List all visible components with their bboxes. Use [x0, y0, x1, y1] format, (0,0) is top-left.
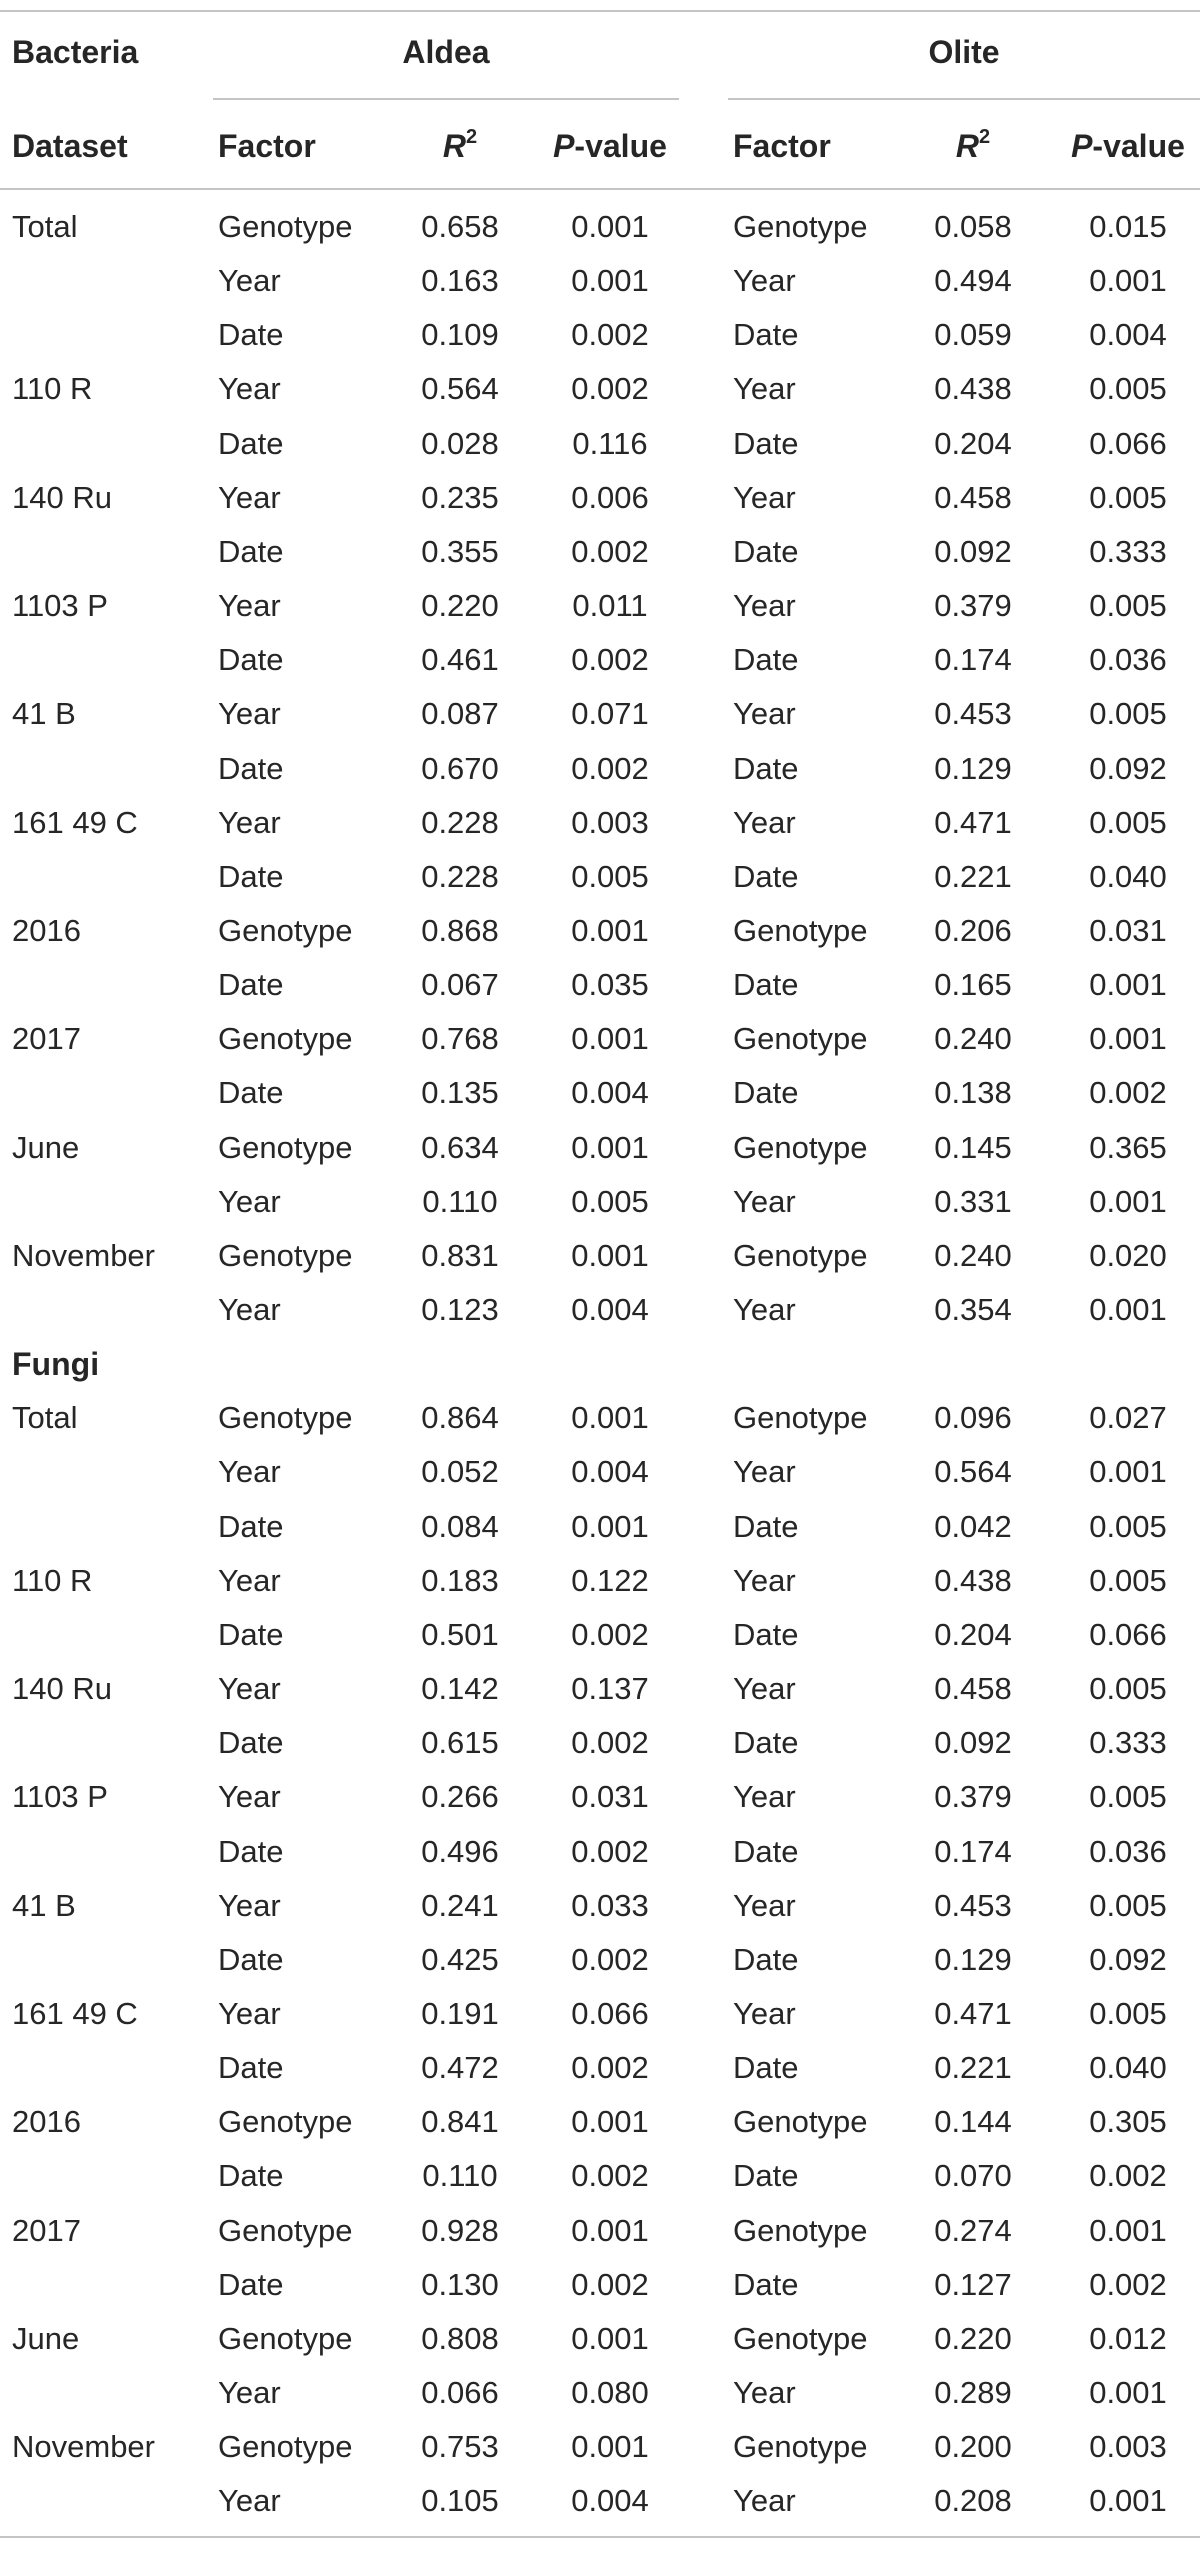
olite-pvalue-header	[1048, 126, 1200, 166]
olite-r2-cell: 0.145	[934, 1129, 1012, 1165]
dataset-cell: 41 B	[12, 696, 76, 732]
aldea-pvalue-cell: 0.004	[571, 1075, 649, 1111]
dataset-cell: 2017	[12, 2212, 81, 2248]
olite-r2-cell: 0.208	[934, 2483, 1012, 2519]
aldea-factor-cell: Year	[218, 2483, 281, 2519]
dataset-cell: 110 R	[12, 1562, 93, 1598]
olite-pvalue-cell: 0.092	[1089, 750, 1167, 786]
olite-pvalue-cell: 0.066	[1089, 1616, 1167, 1652]
aldea-factor-cell: Date	[218, 2158, 284, 2194]
aldea-factor-cell: Date	[218, 967, 284, 1003]
aldea-pvalue-cell: 0.001	[571, 2104, 649, 2140]
olite-pvalue-cell: 0.002	[1089, 2158, 1167, 2194]
aldea-factor-cell: Genotype	[218, 1237, 353, 1273]
olite-column-group: Olite	[928, 34, 1000, 70]
r2-superscript: 2	[978, 126, 991, 148]
aldea-factor-cell: Genotype	[218, 1129, 353, 1165]
aldea-pvalue-cell: 0.001	[571, 2212, 649, 2248]
olite-pvalue-cell: 0.015	[1089, 209, 1167, 244]
olite-factor-cell: Year	[733, 1995, 796, 2031]
olite-pvalue-cell: 0.005	[1089, 1671, 1167, 1707]
olite-factor-cell: Year	[733, 263, 796, 299]
olite-pvalue-cell: 0.012	[1089, 2320, 1167, 2356]
aldea-r2-cell: 0.067	[421, 967, 499, 1003]
olite-factor-cell: Year	[733, 2375, 796, 2410]
olite-pvalue-cell: 0.001	[1089, 2483, 1167, 2519]
aldea-factor-cell: Year	[218, 1779, 281, 1815]
aldea-factor-cell: Year	[218, 371, 281, 407]
olite-factor-cell: Date	[733, 1616, 799, 1652]
olite-factor-cell: Date	[733, 967, 799, 1003]
olite-factor-cell: Date	[733, 1833, 799, 1869]
aldea-pvalue-cell: 0.005	[571, 1183, 649, 1219]
olite-pvalue-cell: 0.036	[1089, 642, 1167, 678]
p-symbol: P	[1071, 128, 1093, 164]
aldea-r2-cell: 0.135	[421, 1075, 499, 1111]
aldea-r2-cell: 0.087	[421, 696, 499, 732]
olite-r2-cell: 0.174	[934, 642, 1012, 678]
aldea-factor-cell: Date	[218, 1833, 284, 1869]
olite-factor-cell: Date	[733, 1941, 799, 1977]
olite-pvalue-cell: 0.001	[1089, 1021, 1167, 1057]
aldea-pvalue-cell: 0.001	[571, 1400, 649, 1436]
olite-pvalue-cell: 0.001	[1089, 2375, 1167, 2410]
olite-r2-cell: 0.458	[934, 479, 1012, 515]
aldea-factor-cell: Date	[218, 2266, 284, 2302]
olite-factor-cell: Date	[733, 2266, 799, 2302]
pvalue-suffix: -value	[574, 128, 667, 164]
aldea-r2-cell: 0.228	[421, 804, 499, 840]
aldea-pvalue-cell: 0.001	[571, 1021, 649, 1057]
aldea-r2-cell: 0.425	[421, 1941, 499, 1977]
header-bottom-rule	[0, 188, 1200, 190]
section-label: Fungi	[12, 1346, 100, 1383]
olite-r2-cell: 0.129	[934, 1941, 1012, 1977]
aldea-pvalue-cell: 0.002	[571, 1833, 649, 1869]
olite-factor-cell: Date	[733, 425, 799, 461]
aldea-factor-cell: Date	[218, 1941, 284, 1977]
olite-r2-cell: 0.138	[934, 1075, 1012, 1111]
olite-factor-cell: Genotype	[733, 912, 868, 948]
aldea-factor-cell: Genotype	[218, 1021, 353, 1057]
aldea-pvalue-cell: 0.002	[571, 2158, 649, 2194]
dataset-cell: June	[12, 1129, 80, 1165]
aldea-factor-cell: Genotype	[218, 1400, 353, 1436]
aldea-pvalue-cell: 0.002	[571, 1941, 649, 1977]
olite-factor-cell: Date	[733, 317, 799, 353]
olite-factor-cell: Year	[733, 2483, 796, 2519]
olite-pvalue-cell: 0.365	[1089, 1129, 1167, 1165]
aldea-pvalue-cell: 0.001	[571, 2429, 649, 2465]
aldea-pvalue-cell: 0.001	[571, 209, 649, 244]
aldea-factor-cell: Year	[218, 263, 281, 299]
dataset-cell: Total	[12, 1400, 78, 1436]
dataset-cell: June	[12, 2320, 80, 2356]
olite-pvalue-cell: 0.005	[1089, 696, 1167, 732]
olite-r2-cell: 0.058	[934, 209, 1012, 244]
aldea-pvalue-cell: 0.035	[571, 967, 649, 1003]
olite-r2-cell: 0.379	[934, 588, 1012, 624]
olite-pvalue-cell: 0.005	[1089, 1562, 1167, 1598]
olite-pvalue-cell: 0.001	[1089, 1183, 1167, 1219]
aldea-pvalue-cell: 0.004	[571, 2483, 649, 2519]
aldea-pvalue-cell: 0.002	[571, 1616, 649, 1652]
aldea-factor-cell: Year	[218, 1292, 281, 1327]
aldea-r2-cell: 0.831	[421, 1237, 499, 1273]
aldea-pvalue-cell: 0.066	[571, 1995, 649, 2031]
aldea-pvalue-cell: 0.080	[571, 2375, 649, 2410]
olite-r2-cell: 0.092	[934, 1725, 1012, 1761]
aldea-factor-cell: Genotype	[218, 2320, 353, 2356]
aldea-pvalue-cell: 0.031	[571, 1779, 649, 1815]
aldea-pvalue-cell: 0.001	[571, 1129, 649, 1165]
aldea-factor-cell: Date	[218, 533, 284, 569]
aldea-factor-cell: Genotype	[218, 2212, 353, 2248]
aldea-pvalue-cell: 0.002	[571, 371, 649, 407]
aldea-factor-cell: Year	[218, 1183, 281, 1219]
dataset-cell: Total	[12, 209, 78, 244]
olite-group-rule	[728, 98, 1200, 100]
olite-r2-cell: 0.274	[934, 2212, 1012, 2248]
r2-symbol: R	[442, 128, 466, 164]
olite-r2-cell: 0.453	[934, 1887, 1012, 1923]
aldea-factor-cell: Genotype	[218, 209, 353, 244]
olite-pvalue-cell: 0.333	[1089, 1725, 1167, 1761]
aldea-factor-cell: Date	[218, 1616, 284, 1652]
aldea-pvalue-cell: 0.005	[571, 858, 649, 894]
aldea-pvalue-cell: 0.006	[571, 479, 649, 515]
aldea-r2-cell: 0.028	[421, 425, 499, 461]
olite-factor-cell: Year	[733, 479, 796, 515]
aldea-r2-cell: 0.191	[421, 1995, 499, 2031]
olite-r2-cell: 0.204	[934, 425, 1012, 461]
olite-factor-cell: Genotype	[733, 1129, 868, 1165]
olite-factor-cell: Year	[733, 1183, 796, 1219]
aldea-r2-cell: 0.472	[421, 2050, 499, 2086]
olite-r2-cell: 0.221	[934, 858, 1012, 894]
olite-factor-cell: Year	[733, 1454, 796, 1490]
olite-r2-cell: 0.453	[934, 696, 1012, 732]
olite-factor-header: Factor	[733, 128, 831, 164]
olite-r2-cell: 0.220	[934, 2320, 1012, 2356]
aldea-factor-cell: Year	[218, 1887, 281, 1923]
aldea-pvalue-cell: 0.033	[571, 1887, 649, 1923]
olite-pvalue-cell: 0.020	[1089, 1237, 1167, 1273]
dataset-cell: 2016	[12, 912, 81, 948]
olite-pvalue-cell: 0.005	[1089, 1779, 1167, 1815]
olite-pvalue-cell: 0.066	[1089, 425, 1167, 461]
olite-factor-cell: Genotype	[733, 2104, 868, 2140]
aldea-column-group: Aldea	[402, 34, 490, 70]
aldea-r2-cell: 0.109	[421, 317, 499, 353]
olite-pvalue-cell: 0.005	[1089, 1508, 1167, 1544]
aldea-r2-cell: 0.220	[421, 588, 499, 624]
aldea-pvalue-cell: 0.002	[571, 2266, 649, 2302]
olite-factor-cell: Date	[733, 533, 799, 569]
olite-r2-cell: 0.438	[934, 371, 1012, 407]
dataset-cell: 161 49 C	[12, 804, 138, 840]
dataset-cell: 140 Ru	[12, 479, 112, 515]
aldea-factor-cell: Genotype	[218, 2104, 353, 2140]
aldea-r2-header	[380, 126, 540, 166]
olite-r2-cell: 0.289	[934, 2375, 1012, 2410]
aldea-factor-cell: Year	[218, 804, 281, 840]
aldea-r2-cell: 0.501	[421, 1616, 499, 1652]
olite-r2-header	[893, 126, 1053, 166]
olite-r2-cell: 0.221	[934, 2050, 1012, 2086]
olite-r2-cell: 0.438	[934, 1562, 1012, 1598]
aldea-pvalue-header	[530, 126, 690, 166]
aldea-r2-cell: 0.670	[421, 750, 499, 786]
aldea-r2-cell: 0.105	[421, 2483, 499, 2519]
olite-r2-cell: 0.127	[934, 2266, 1012, 2302]
olite-r2-cell: 0.379	[934, 1779, 1012, 1815]
dataset-cell: 140 Ru	[12, 1671, 112, 1707]
olite-pvalue-cell: 0.005	[1089, 479, 1167, 515]
olite-r2-cell: 0.129	[934, 750, 1012, 786]
olite-factor-cell: Year	[733, 588, 796, 624]
dataset-cell: 2016	[12, 2104, 81, 2140]
olite-factor-cell: Genotype	[733, 2212, 868, 2248]
olite-factor-cell: Genotype	[733, 2320, 868, 2356]
olite-factor-cell: Date	[733, 1508, 799, 1544]
aldea-pvalue-cell: 0.002	[571, 533, 649, 569]
olite-pvalue-cell: 0.001	[1089, 2212, 1167, 2248]
aldea-pvalue-cell: 0.004	[571, 1292, 649, 1327]
olite-factor-cell: Year	[733, 1562, 796, 1598]
aldea-r2-cell: 0.110	[422, 2158, 498, 2194]
olite-r2-cell: 0.240	[934, 1237, 1012, 1273]
olite-pvalue-cell: 0.005	[1089, 1887, 1167, 1923]
olite-r2-cell: 0.494	[934, 263, 1012, 299]
olite-r2-cell: 0.471	[934, 804, 1012, 840]
aldea-pvalue-cell: 0.003	[571, 804, 649, 840]
aldea-r2-cell: 0.868	[421, 912, 499, 948]
aldea-r2-cell: 0.228	[421, 858, 499, 894]
olite-r2-cell: 0.144	[934, 2104, 1012, 2140]
olite-pvalue-cell: 0.001	[1089, 967, 1167, 1003]
olite-factor-cell: Year	[733, 1779, 796, 1815]
olite-factor-cell: Genotype	[733, 1021, 868, 1057]
olite-r2-cell: 0.174	[934, 1833, 1012, 1869]
olite-pvalue-cell: 0.003	[1089, 2429, 1167, 2465]
olite-factor-cell: Year	[733, 804, 796, 840]
olite-factor-cell: Date	[733, 858, 799, 894]
aldea-r2-cell: 0.066	[421, 2375, 499, 2410]
aldea-pvalue-cell: 0.137	[571, 1671, 649, 1707]
olite-pvalue-cell: 0.005	[1089, 588, 1167, 624]
olite-r2-cell: 0.070	[934, 2158, 1012, 2194]
olite-pvalue-cell: 0.027	[1089, 1400, 1167, 1436]
olite-factor-cell: Genotype	[733, 2429, 868, 2465]
olite-pvalue-cell: 0.305	[1089, 2104, 1167, 2140]
olite-r2-cell: 0.206	[934, 912, 1012, 948]
aldea-factor-cell: Date	[218, 750, 284, 786]
aldea-r2-cell: 0.841	[421, 2104, 499, 2140]
aldea-r2-cell: 0.864	[421, 1400, 499, 1436]
olite-factor-cell: Date	[733, 750, 799, 786]
olite-factor-cell: Year	[733, 1292, 796, 1327]
olite-r2-cell: 0.165	[934, 967, 1012, 1003]
aldea-pvalue-cell: 0.004	[571, 1454, 649, 1490]
aldea-factor-cell: Date	[218, 1075, 284, 1111]
aldea-r2-cell: 0.753	[421, 2429, 499, 2465]
table-top-rule	[0, 10, 1200, 12]
aldea-r2-cell: 0.658	[421, 209, 499, 244]
aldea-r2-cell: 0.163	[421, 263, 499, 299]
olite-pvalue-cell: 0.005	[1089, 371, 1167, 407]
olite-pvalue-cell: 0.031	[1089, 912, 1167, 948]
olite-pvalue-cell: 0.004	[1089, 317, 1167, 353]
olite-factor-cell: Date	[733, 1075, 799, 1111]
aldea-r2-cell: 0.052	[421, 1454, 499, 1490]
aldea-r2-cell: 0.123	[421, 1292, 499, 1327]
aldea-factor-cell: Date	[218, 317, 284, 353]
olite-factor-cell: Genotype	[733, 209, 868, 244]
olite-pvalue-cell: 0.002	[1089, 2266, 1167, 2302]
aldea-pvalue-cell: 0.001	[571, 912, 649, 948]
olite-r2-cell: 0.458	[934, 1671, 1012, 1707]
aldea-r2-cell: 0.084	[421, 1508, 499, 1544]
aldea-pvalue-cell: 0.071	[571, 696, 649, 732]
table-bottom-rule	[0, 2536, 1200, 2538]
olite-pvalue-cell: 0.001	[1089, 1454, 1167, 1490]
aldea-factor-cell: Year	[218, 588, 281, 624]
aldea-factor-cell: Year	[218, 479, 281, 515]
dataset-cell: 41 B	[12, 1887, 76, 1923]
aldea-factor-cell: Date	[218, 425, 284, 461]
olite-pvalue-cell: 0.005	[1089, 804, 1167, 840]
aldea-pvalue-cell: 0.001	[571, 263, 649, 299]
olite-factor-cell: Date	[733, 2050, 799, 2086]
olite-factor-cell: Date	[733, 2158, 799, 2194]
dataset-cell: 2017	[12, 1021, 81, 1057]
aldea-pvalue-cell: 0.116	[572, 425, 648, 461]
olite-r2-cell: 0.204	[934, 1616, 1012, 1652]
olite-r2-cell: 0.096	[934, 1400, 1012, 1436]
olite-r2-cell: 0.200	[934, 2429, 1012, 2465]
olite-factor-cell: Date	[733, 642, 799, 678]
aldea-pvalue-cell: 0.002	[571, 750, 649, 786]
aldea-pvalue-cell: 0.011	[572, 588, 648, 624]
aldea-r2-cell: 0.564	[421, 371, 499, 407]
r2-symbol: R	[955, 128, 979, 164]
aldea-factor-cell: Genotype	[218, 2429, 353, 2465]
aldea-pvalue-cell: 0.001	[571, 1237, 649, 1273]
olite-factor-cell: Year	[733, 696, 796, 732]
aldea-factor-cell: Date	[218, 858, 284, 894]
olite-pvalue-cell: 0.333	[1089, 533, 1167, 569]
olite-factor-cell: Genotype	[733, 1400, 868, 1436]
aldea-pvalue-cell: 0.002	[571, 317, 649, 353]
olite-pvalue-cell: 0.040	[1089, 2050, 1167, 2086]
aldea-factor-cell: Year	[218, 1562, 281, 1598]
aldea-r2-cell: 0.615	[421, 1725, 499, 1761]
p-symbol: P	[553, 128, 575, 164]
aldea-r2-cell: 0.110	[422, 1183, 498, 1219]
olite-r2-cell: 0.331	[934, 1183, 1012, 1219]
aldea-factor-cell: Year	[218, 1671, 281, 1707]
aldea-factor-cell: Genotype	[218, 912, 353, 948]
olite-r2-cell: 0.564	[934, 1454, 1012, 1490]
olite-r2-cell: 0.059	[934, 317, 1012, 353]
dataset-cell: November	[12, 2429, 155, 2465]
dataset-cell: 110 R	[12, 371, 93, 407]
aldea-pvalue-cell: 0.002	[571, 642, 649, 678]
aldea-group-rule	[213, 98, 679, 100]
r2-superscript: 2	[465, 126, 478, 148]
aldea-factor-cell: Date	[218, 642, 284, 678]
aldea-r2-cell: 0.241	[421, 1887, 499, 1923]
olite-r2-cell: 0.471	[934, 1995, 1012, 2031]
aldea-pvalue-cell: 0.002	[571, 1725, 649, 1761]
olite-factor-cell: Genotype	[733, 1237, 868, 1273]
aldea-r2-cell: 0.183	[421, 1562, 499, 1598]
aldea-pvalue-cell: 0.001	[571, 2320, 649, 2356]
aldea-r2-cell: 0.461	[421, 642, 499, 678]
olite-pvalue-cell: 0.001	[1089, 263, 1167, 299]
olite-pvalue-cell: 0.092	[1089, 1941, 1167, 1977]
dataset-cell: 1103 P	[12, 588, 108, 624]
aldea-factor-cell: Date	[218, 1508, 284, 1544]
aldea-r2-cell: 0.808	[421, 2320, 499, 2356]
bacteria-group-label: Bacteria	[12, 34, 139, 70]
olite-pvalue-cell: 0.002	[1089, 1075, 1167, 1111]
dataset-cell: 161 49 C	[12, 1995, 138, 2031]
olite-factor-cell: Year	[733, 1887, 796, 1923]
aldea-factor-cell: Year	[218, 1995, 281, 2031]
aldea-factor-cell: Year	[218, 2375, 281, 2410]
aldea-r2-cell: 0.496	[421, 1833, 499, 1869]
olite-factor-cell: Date	[733, 1725, 799, 1761]
aldea-r2-cell: 0.266	[421, 1779, 499, 1815]
olite-pvalue-cell: 0.001	[1089, 1292, 1167, 1327]
olite-r2-cell: 0.240	[934, 1021, 1012, 1057]
aldea-r2-cell: 0.235	[421, 479, 499, 515]
pvalue-suffix: -value	[1092, 128, 1185, 164]
aldea-pvalue-cell: 0.002	[571, 2050, 649, 2086]
aldea-factor-cell: Date	[218, 2050, 284, 2086]
aldea-r2-cell: 0.142	[421, 1671, 499, 1707]
aldea-factor-header: Factor	[218, 128, 316, 164]
dataset-cell: November	[12, 1237, 155, 1273]
aldea-factor-cell: Year	[218, 1454, 281, 1490]
olite-r2-cell: 0.042	[934, 1508, 1012, 1544]
dataset-column-header: Dataset	[12, 128, 128, 164]
olite-r2-cell: 0.354	[934, 1292, 1012, 1327]
olite-pvalue-cell: 0.040	[1089, 858, 1167, 894]
aldea-factor-cell: Date	[218, 1725, 284, 1761]
aldea-r2-cell: 0.928	[421, 2212, 499, 2248]
olite-r2-cell: 0.092	[934, 533, 1012, 569]
aldea-pvalue-cell: 0.001	[571, 1508, 649, 1544]
aldea-r2-cell: 0.355	[421, 533, 499, 569]
olite-factor-cell: Year	[733, 371, 796, 407]
aldea-r2-cell: 0.768	[421, 1021, 499, 1057]
aldea-factor-cell: Year	[218, 696, 281, 732]
aldea-pvalue-cell: 0.122	[571, 1562, 649, 1598]
dataset-cell: 1103 P	[12, 1779, 108, 1815]
olite-pvalue-cell: 0.005	[1089, 1995, 1167, 2031]
aldea-r2-cell: 0.634	[421, 1129, 499, 1165]
olite-pvalue-cell: 0.036	[1089, 1833, 1167, 1869]
olite-factor-cell: Year	[733, 1671, 796, 1707]
aldea-r2-cell: 0.130	[421, 2266, 499, 2302]
